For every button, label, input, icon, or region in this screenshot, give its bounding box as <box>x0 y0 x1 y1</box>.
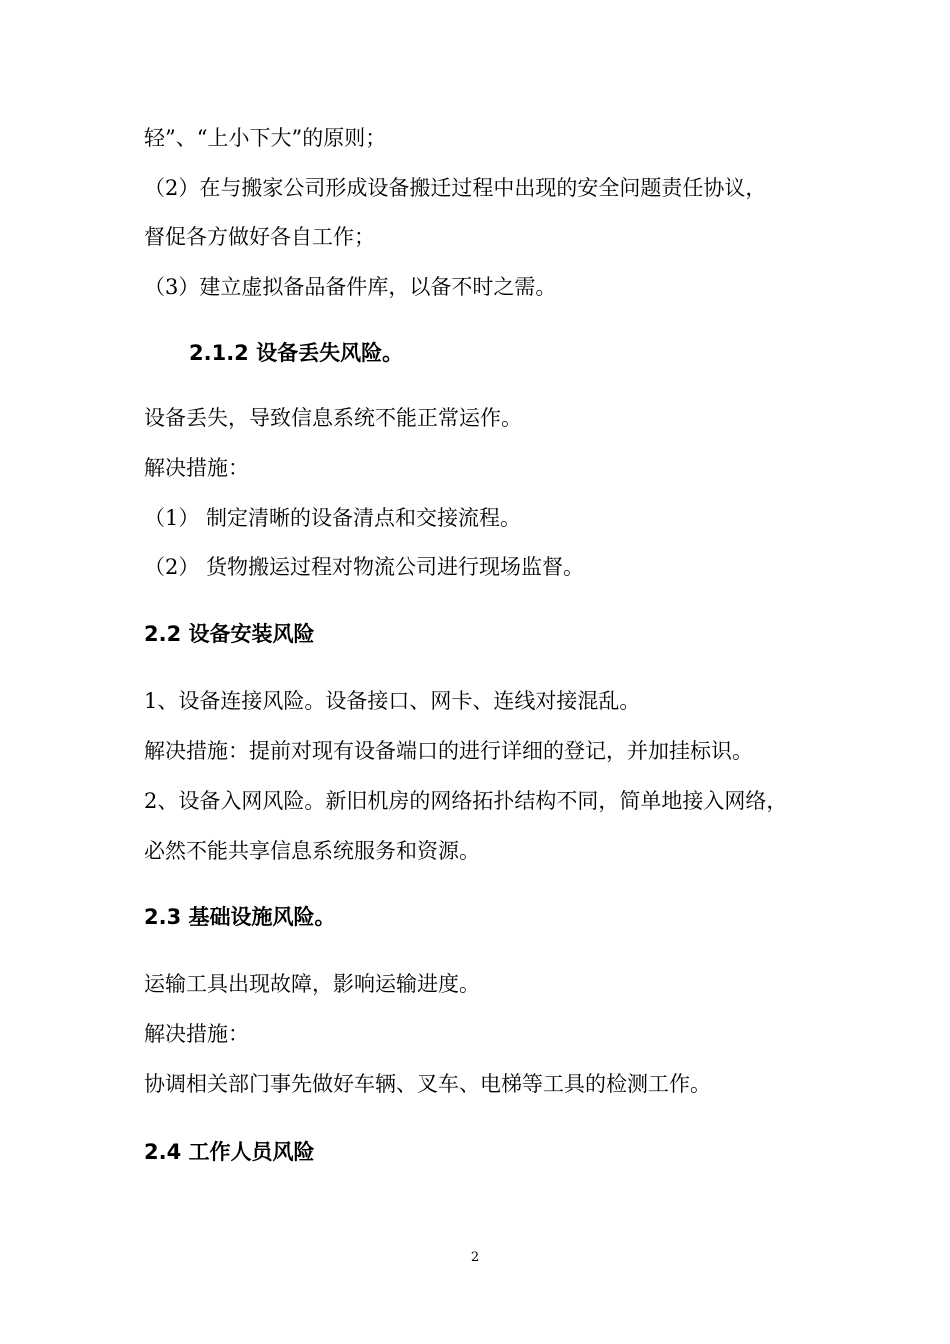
section-heading-2-3: 2.3 基础设施风险。 <box>144 905 336 929</box>
paragraph-line: （3）建立虚拟备品备件库，以备不时之需。 <box>144 275 557 299</box>
section-heading-2-4: 2.4 工作人员风险 <box>144 1140 315 1164</box>
paragraph-line: 必然不能共享信息系统服务和资源。 <box>144 839 480 863</box>
paragraph-line: 1、设备连接风险。设备接口、网卡、连线对接混乱。 <box>144 689 641 713</box>
paragraph-line: 解决措施：提前对现有设备端口的进行详细的登记，并加挂标识。 <box>144 739 753 763</box>
paragraph-line: 2、设备入网风险。新旧机房的网络拓扑结构不同，简单地接入网络， <box>144 789 788 813</box>
paragraph-line: （2）在与搬家公司形成设备搬迁过程中出现的安全问题责任协议， <box>144 176 767 200</box>
paragraph-line: 运输工具出现故障，影响运输进度。 <box>144 972 480 996</box>
page-number: 2 <box>470 1250 480 1265</box>
paragraph-line: 解决措施： <box>144 1022 249 1046</box>
paragraph-line: 设备丢失，导致信息系统不能正常运作。 <box>144 406 522 430</box>
section-heading-2-1-2: 2.1.2 设备丢失风险。 <box>189 341 404 365</box>
paragraph-line: 督促各方做好各自工作； <box>144 225 375 249</box>
list-item: （2） 货物搬运过程对物流公司进行现场监督。 <box>144 555 585 579</box>
list-item: （1） 制定清晰的设备清点和交接流程。 <box>144 506 522 530</box>
paragraph-line: 轻”、“上小下大”的原则； <box>144 126 387 150</box>
section-heading-2-2: 2.2 设备安装风险 <box>144 622 315 646</box>
paragraph-line: 解决措施： <box>144 456 249 480</box>
paragraph-line: 协调相关部门事先做好车辆、叉车、电梯等工具的检测工作。 <box>144 1072 711 1096</box>
